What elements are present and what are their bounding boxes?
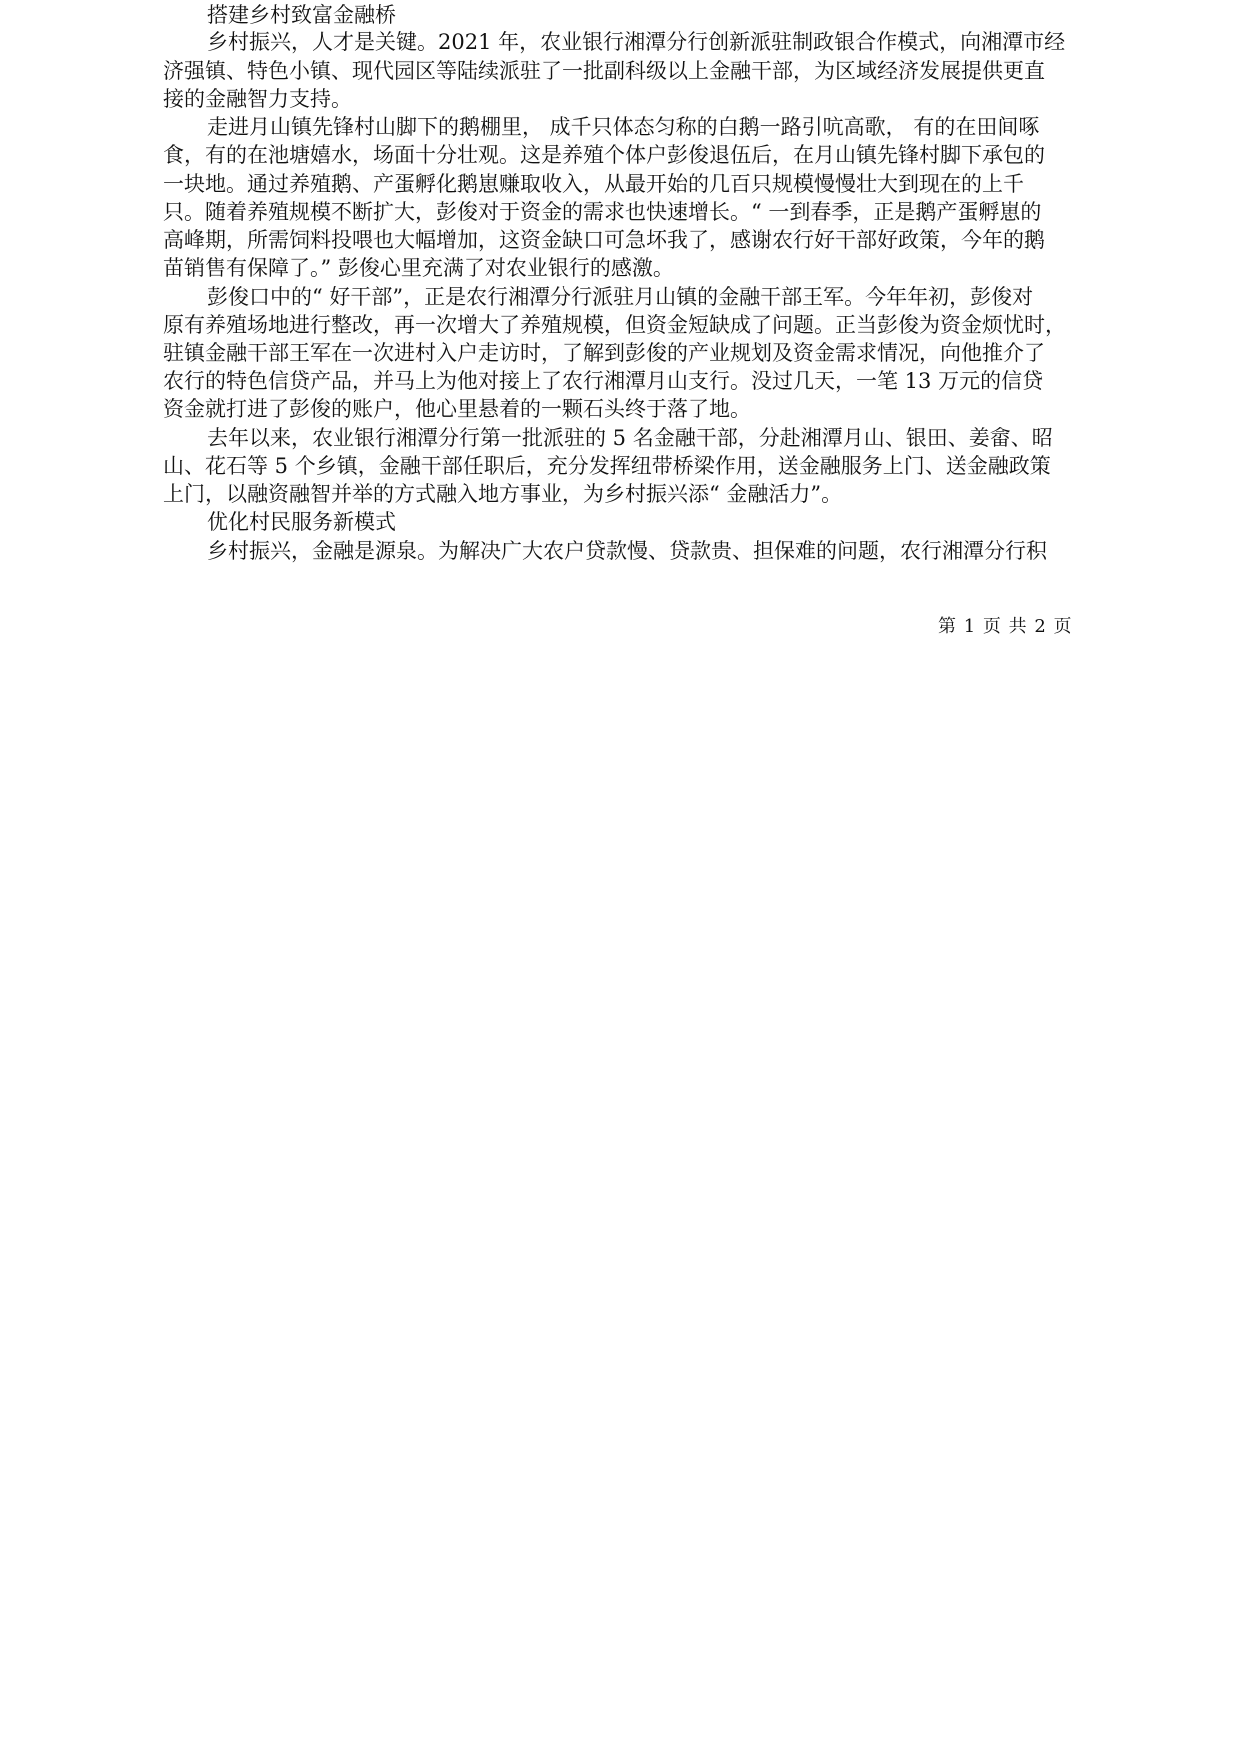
document-line: 彭俊口中的“ 好干部”，正是农行湘潭分行派驻月山镇的金融干部王军。今年年初，彭俊对: [207, 285, 1034, 309]
document-line: 走进月山镇先锋村山脚下的鹅棚里， 成千只体态匀称的白鹅一路引吭高歌， 有的在田间啄: [207, 115, 1040, 139]
document-line: 苗销售有保障了。” 彭俊心里充满了对农业银行的感激。: [163, 256, 674, 280]
document-line: 上门，以融资融智并举的方式融入地方事业，为乡村振兴添“ 金融活力”。: [163, 482, 843, 506]
document-line: 农行的特色信贷产品，并马上为他对接上了农行湘潭月山支行。没过几天，一笔 13 万元的信贷: [163, 369, 1044, 393]
document-line: 接的金融智力支持。: [163, 87, 352, 111]
document-line: 乡村振兴，人才是关键。2021 年，农业银行湘潭分行创新派驻制政银合作模式，向湘潭市经: [207, 30, 1066, 54]
document-line: 资金就打进了彭俊的账户，他心里悬着的一颗石头终于落了地。: [163, 397, 751, 421]
document-line: 只。随着养殖规模不断扩大，彭俊对于资金的需求也快速增长。“ 一到春季，正是鹅产蛋孵崽的: [163, 200, 1042, 224]
document-line: 山、花石等 5 个乡镇，金融干部任职后，充分发挥纽带桥梁作用，送金融服务上门、送金融政策: [163, 454, 1051, 478]
page-footer: 第 1 页 共 2 页: [938, 616, 1073, 637]
document-line: 食，有的在池塘嬉水，场面十分壮观。这是养殖个体户彭俊退伍后，在月山镇先锋村脚下承包的: [163, 143, 1045, 167]
document-line: 驻镇金融干部王军在一次进村入户走访时，了解到彭俊的产业规划及资金需求情况，向他推介了: [163, 341, 1045, 365]
document-line: 原有养殖场地进行整改，再一次增大了养殖规模，但资金短缺成了问题。正当彭俊为资金烦忧时，: [163, 313, 1066, 337]
document-line: 济强镇、特色小镇、现代园区等陆续派驻了一批副科级以上金融干部，为区域经济发展提供更直: [163, 59, 1045, 83]
document-line: 高峰期，所需饲料投喂也大幅增加，这资金缺口可急坏我了，感谢农行好干部好政策，今年的鹅: [163, 228, 1045, 252]
document-line: 乡村振兴，金融是源泉。为解决广大农户贷款慢、贷款贵、担保难的问题，农行湘潭分行积: [207, 539, 1047, 563]
document-line: 搭建乡村致富金融桥: [207, 3, 396, 27]
document-line: 去年以来，农业银行湘潭分行第一批派驻的 5 名金融干部，分赴湘潭月山、银田、姜畲、昭: [207, 426, 1053, 450]
document-line: 一块地。通过养殖鹅、产蛋孵化鹅崽赚取收入，从最开始的几百只规模慢慢壮大到现在的上千: [163, 172, 1024, 196]
document-line: 优化村民服务新模式: [207, 510, 396, 534]
